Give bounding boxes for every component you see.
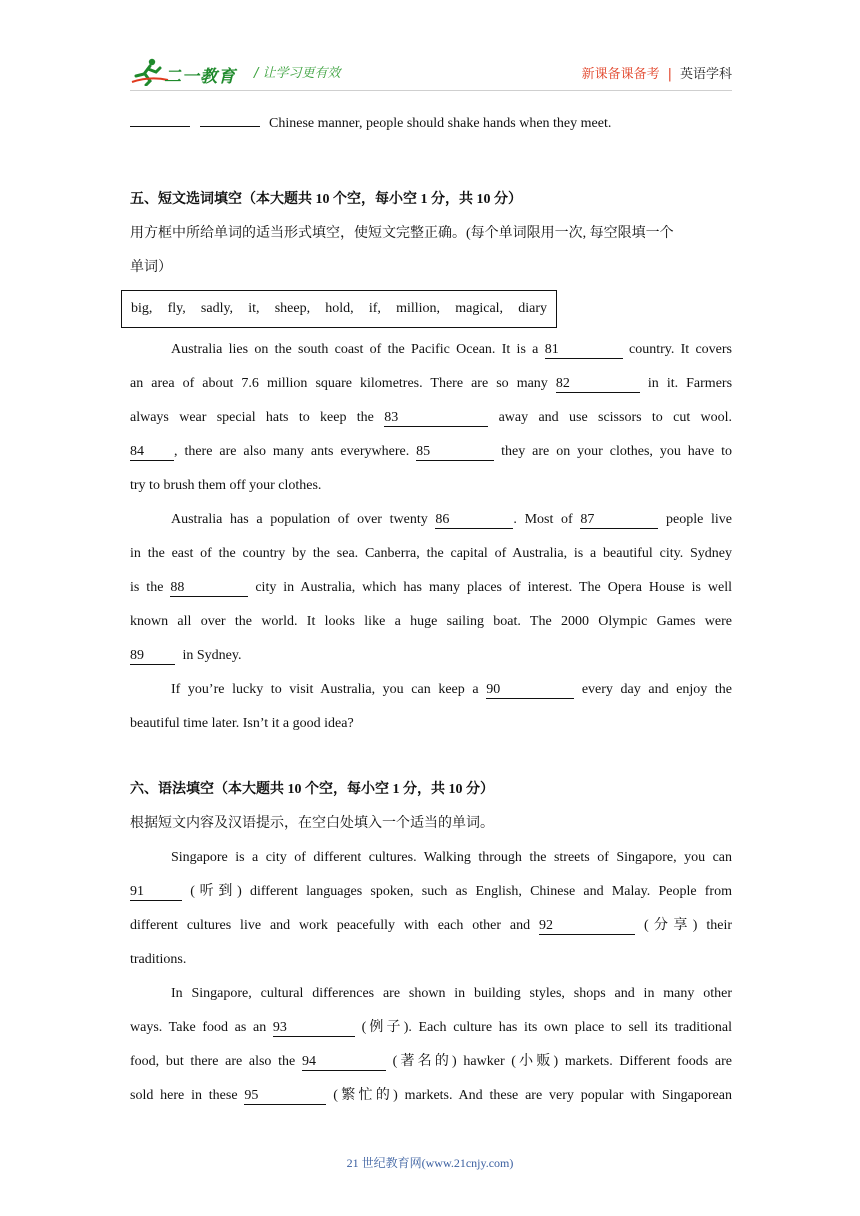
passage-line — [130, 442, 732, 462]
blank-94[interactable]: 94 — [302, 1054, 386, 1071]
text: . Most of — [513, 512, 573, 527]
passage-line — [130, 408, 732, 428]
passage-line: beautiful time later. Isn’t it a good idea? — [130, 716, 354, 731]
slogan: / 让学习更有效 — [254, 66, 341, 81]
passage-line — [130, 1052, 732, 1072]
page-footer[interactable]: 21 世纪教育网(www.21cnjy.com) — [346, 1156, 514, 1170]
passage-line: try to brush them off your clothes. — [130, 478, 322, 493]
text: always wear special hats to keep the — [130, 410, 374, 425]
text: (繁忙的) markets. And these are very popular with Singaporean — [333, 1088, 732, 1103]
text: is the — [130, 580, 164, 595]
text: city in Australia, which has many places of interest. The Opera House is well — [255, 580, 733, 595]
blank-92[interactable]: 92 — [539, 918, 635, 935]
text: an area of about 7.6 million square kilometres. There are so many — [130, 376, 548, 391]
passage-line — [130, 374, 732, 394]
text: (分享) their — [643, 918, 733, 933]
passage-line — [130, 916, 732, 936]
passage-line — [130, 510, 732, 530]
passage-line — [130, 1086, 732, 1106]
passage-line: known all over the world. It looks like a huge sailing boat. The 2000 Olympic Games were — [130, 614, 732, 629]
text: (例子). Each culture has its own place to sell its traditional — [361, 1020, 733, 1035]
word-box: big, fly, sadly, it, sheep, hold, if, million, magical, diary — [121, 290, 557, 328]
blank-83[interactable]: 83 — [384, 410, 488, 427]
blank-line — [130, 126, 190, 127]
blank-91[interactable]: 91 — [130, 884, 182, 901]
text: Australia lies on the south coast of the Pacific Ocean. It is a — [171, 342, 539, 357]
header-right — [582, 63, 732, 82]
text: (听到) different languages spoken, such as English, Chinese and Malay. People from — [190, 884, 732, 899]
blank-87[interactable]: 87 — [580, 512, 658, 529]
text: they are on your clothes, you have to — [501, 444, 733, 459]
header-subject: 英语学科 — [679, 67, 732, 82]
section5-instruction-cont: 单词） — [130, 260, 172, 275]
text: every day and enjoy the — [581, 682, 733, 697]
text: (著名的) hawker (小贩) markets. Different foods are — [392, 1054, 733, 1069]
top-line-text: Chinese manner, people should shake hands when they meet. — [269, 116, 612, 131]
blank-95[interactable]: 95 — [244, 1088, 326, 1105]
blank-82[interactable]: 82 — [556, 376, 640, 393]
blank-86[interactable]: 86 — [435, 512, 513, 529]
passage-line: in the east of the country by the sea. Canberra, the capital of Australia, is a beautiful city. Sydney — [130, 546, 732, 561]
section5-instruction: 用方框中所给单词的适当形式填空，使短文完整正确。(每个单词限用一次, 每空限填一个 — [130, 226, 674, 241]
passage-line: In Singapore, cultural differences are shown in building styles, shops and in many other — [171, 986, 732, 1001]
text: If you’re lucky to visit Australia, you can keep a — [171, 682, 479, 697]
text: ways. Take food as an — [130, 1020, 267, 1035]
text: sold here in these — [130, 1088, 238, 1103]
passage-line: traditions. — [130, 952, 187, 967]
blank-90[interactable]: 90 — [486, 682, 574, 699]
passage-line: Singapore is a city of different cultures. Walking through the streets of Singapore, you can — [171, 850, 732, 865]
text: food, but there are also the — [130, 1054, 296, 1069]
blank-line — [200, 126, 260, 127]
text: people live — [666, 512, 733, 527]
text: in it. Farmers — [647, 376, 733, 391]
blank-81[interactable]: 81 — [545, 342, 623, 359]
header-course-label: 新课备课备考 — [581, 67, 660, 82]
passage-line — [130, 1018, 732, 1038]
blank-85[interactable]: 85 — [416, 444, 494, 461]
section5-title: 五、短文选词填空（本大题共 10 个空，每小空 1 分，共 10 分） — [130, 192, 522, 207]
logo-text: 二一教育 — [164, 67, 236, 87]
blank-89[interactable]: 89 — [130, 648, 175, 665]
passage-line — [130, 680, 732, 700]
passage-line — [130, 578, 732, 598]
text: Australia has a population of over twenty — [171, 512, 428, 527]
blank-93[interactable]: 93 — [273, 1020, 355, 1037]
header-separator: | — [667, 67, 672, 82]
blank-84[interactable]: 84 — [130, 444, 174, 461]
passage-line — [130, 340, 732, 360]
text: in Sydney. — [182, 648, 242, 663]
page-header — [130, 56, 732, 91]
logo — [130, 56, 242, 86]
section6-instruction: 根据短文内容及汉语提示，在空白处填入一个适当的单词。 — [130, 816, 494, 831]
blank-88[interactable]: 88 — [170, 580, 248, 597]
text: away and use scissors to cut wool. — [498, 410, 733, 425]
top-line — [130, 114, 732, 134]
passage-line — [130, 646, 732, 666]
passage-line — [130, 882, 732, 902]
text: different cultures live and work peacefully with each other and — [130, 918, 531, 933]
section6-title: 六、语法填空（本大题共 10 个空，每小空 1 分，共 10 分） — [130, 782, 494, 797]
text: , there are also many ants everywhere. — [174, 444, 410, 459]
text: country. It covers — [628, 342, 733, 357]
